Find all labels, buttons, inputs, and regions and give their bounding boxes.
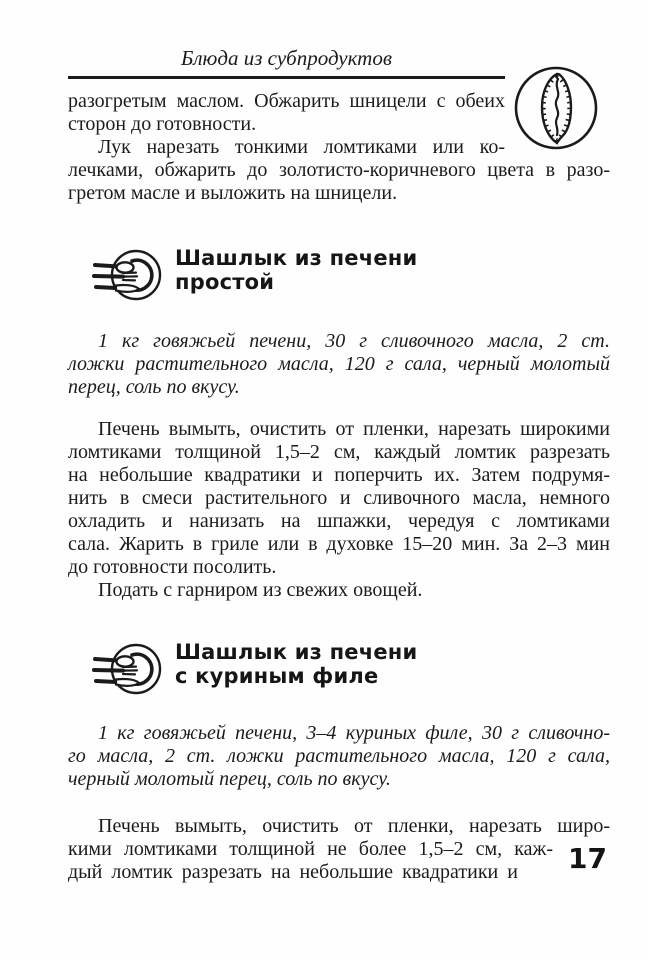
- paragraph-onion: Лук нарезать тонкими ломтиками или ко- лечками, обжарить до золотисто-коричневого цвета в разо- гретом масле и выложить на шницели.: [68, 136, 610, 204]
- running-header: Блюда из субпродуктов: [68, 46, 505, 79]
- recipe-2-heading: [68, 640, 610, 696]
- plate-cutlery-icon: [68, 640, 175, 696]
- paragraph-schnitzel-continuation: разогретым маслом. Обжарить шницели с обеих сторон до готовности.: [68, 90, 505, 135]
- recipe-1-serving: Подать с гарниром из свежих овощей.: [98, 579, 423, 601]
- recipe-2-method: Печень вымыть, очистить от пленки, нарезать широ- кими ломтиками толщиной не более 1,5–2 см, каж- дый ломтик разрезать на небольшие квадратики и: [68, 815, 610, 883]
- recipe-2-ingredients: 1 кг говяжьей печени, 3–4 куриных филе, 30 г сливочно- го масла, 2 ст. ложки растительного масла, 120 г сала, черный молотый перец, соль по вкусу.: [68, 722, 610, 790]
- recipe-1-ingredients: 1 кг говяжьей печени, 30 г сливочного масла, 2 ст. ложки растительного масла, 120 г сала, черный молотый перец, соль по вкусу.: [68, 330, 610, 398]
- recipe-1-method: Печень вымыть, очистить от пленки, нарезать широкими ломтиками толщиной 1,5–2 см, каждый ломтик разрезать на небольшие квадратики и поперчить их. Затем подрумя- нить в смеси растительного и сливочного масла, немного охладить и нанизать на шпажки, чередуя с ломтиками сала. Жарить в гриле или в духовке 15–20 мин. За 2–3 мин до готовности посолить.: [68, 418, 610, 578]
- plate-cutlery-icon: [68, 246, 175, 302]
- page-number: 17: [568, 842, 607, 875]
- recipe-2-title: Шашлык из печени с куриным филе: [175, 640, 418, 688]
- recipe-1-title: Шашлык из печени простой: [175, 246, 418, 294]
- recipe-1-heading: [68, 246, 610, 302]
